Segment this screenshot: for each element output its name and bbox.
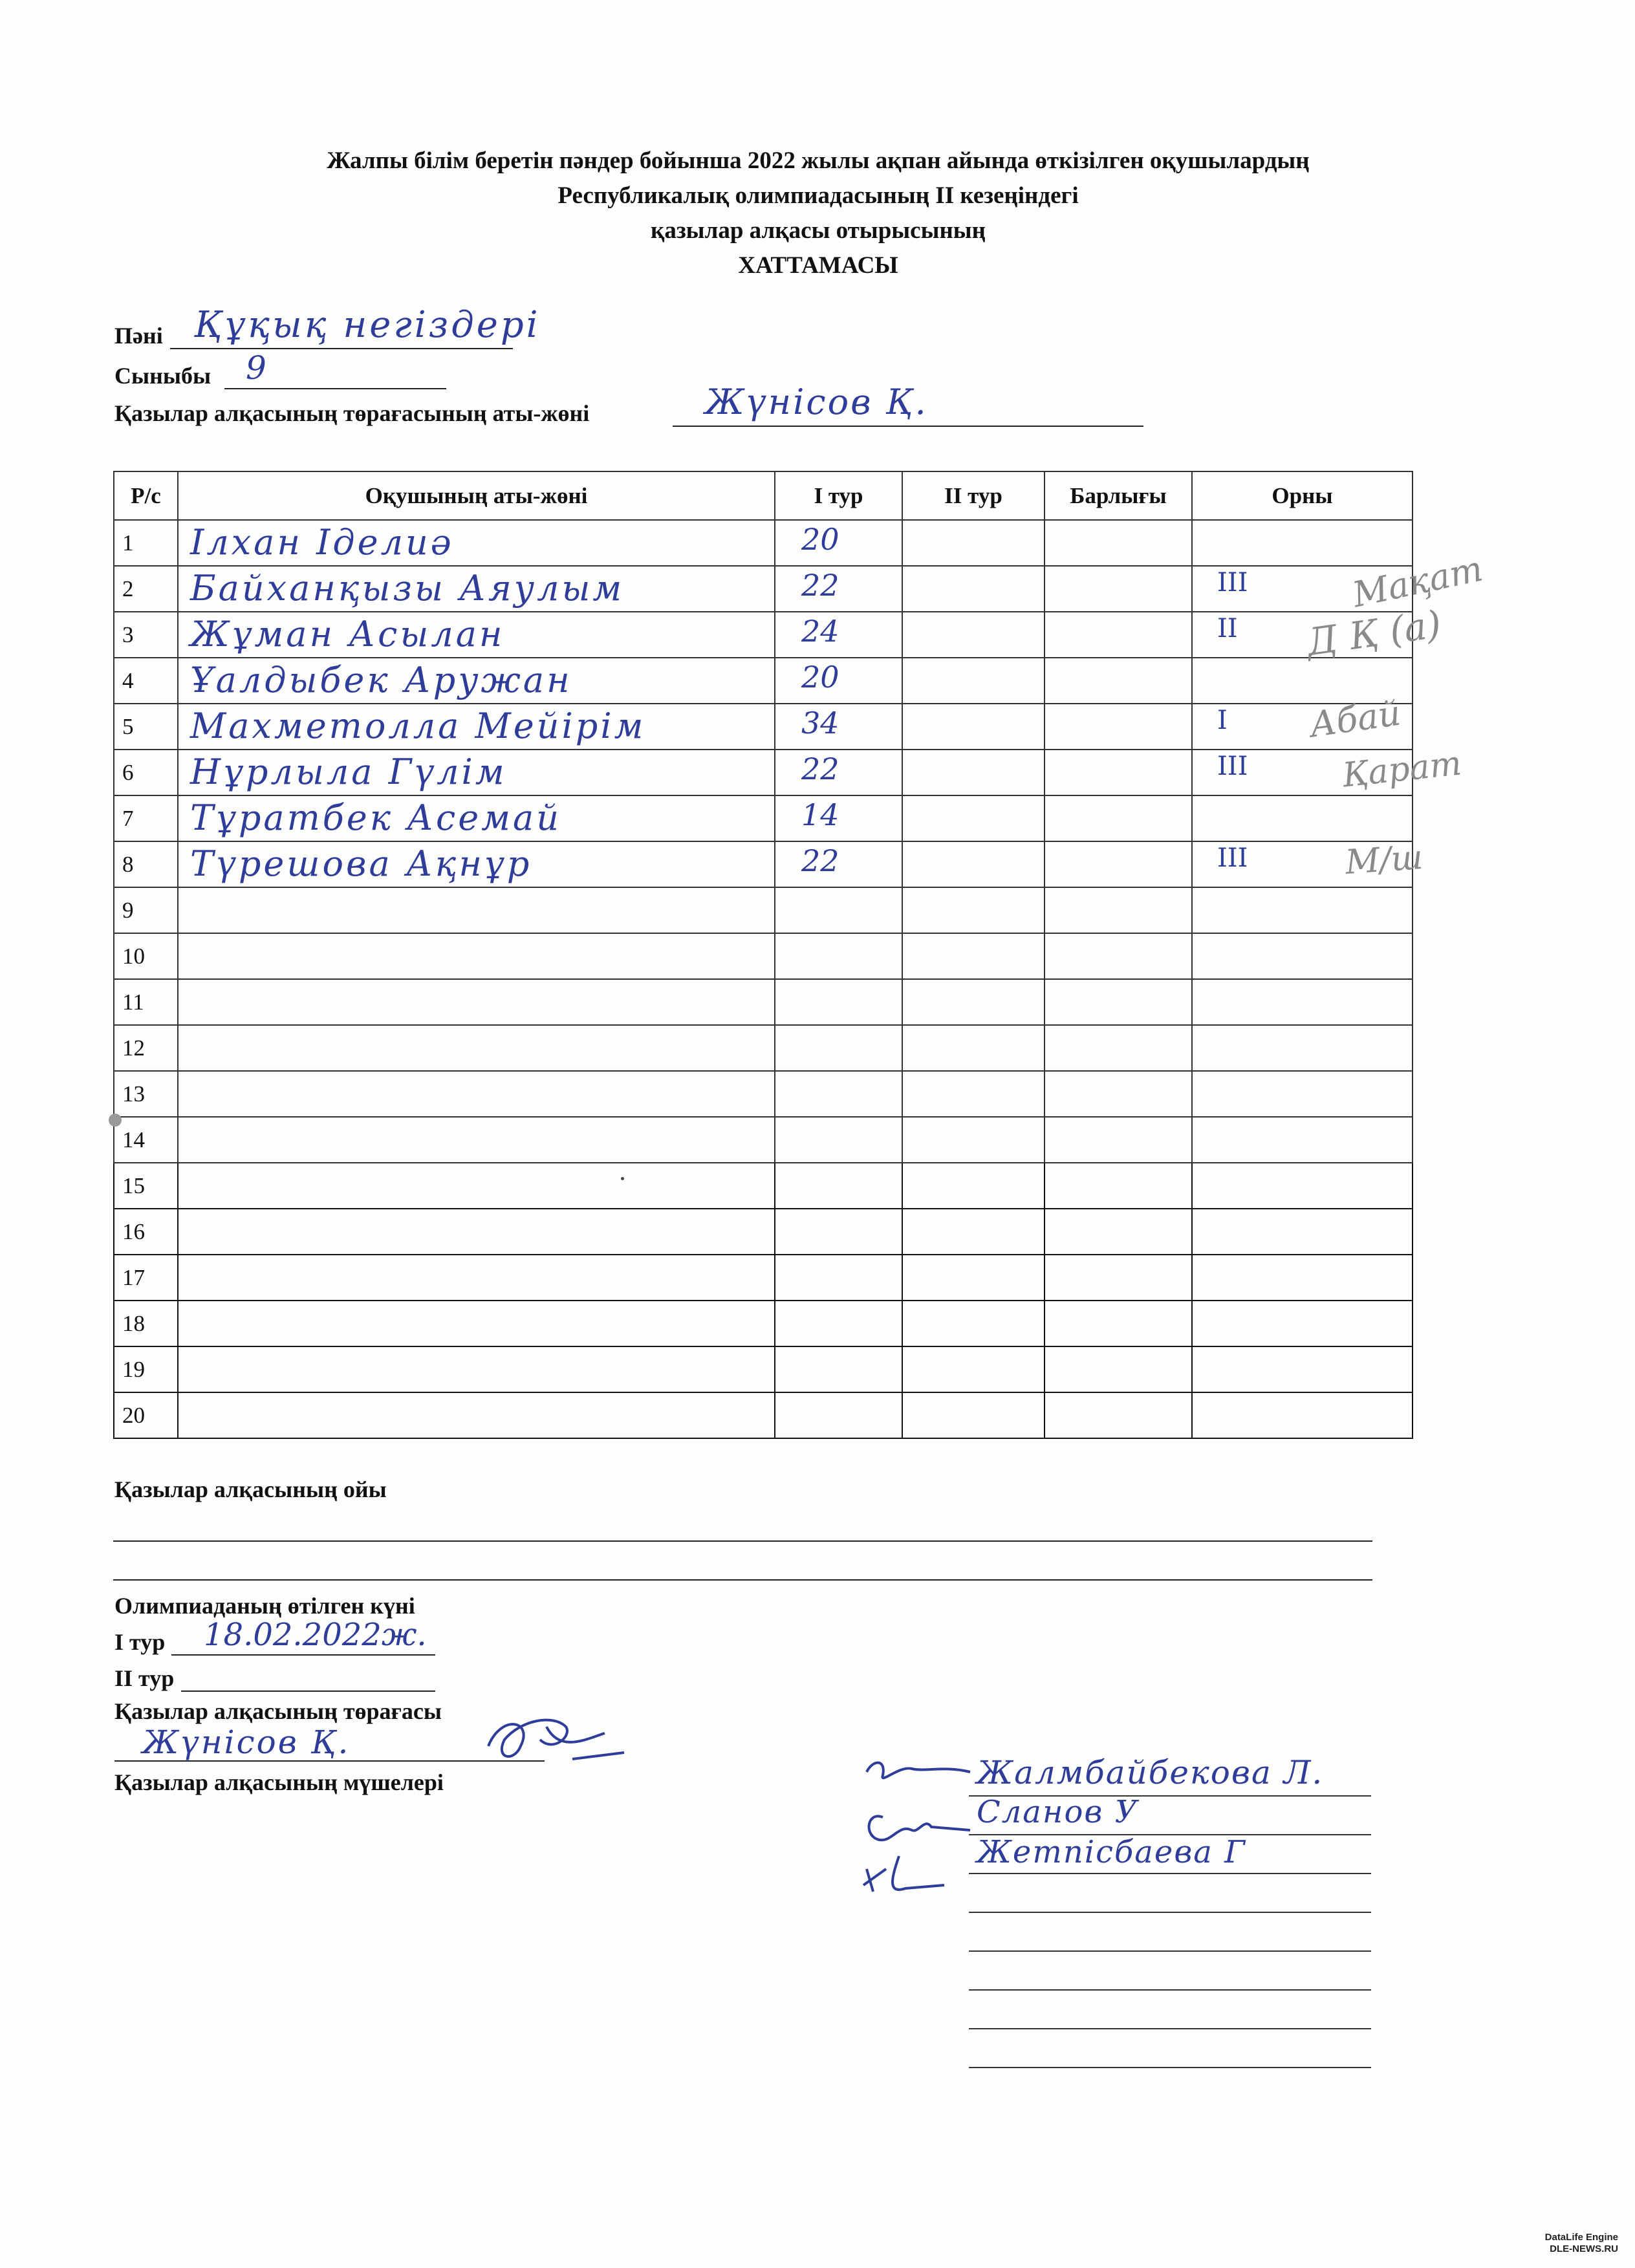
tour2-underline bbox=[181, 1690, 435, 1692]
row-number: 7 bbox=[114, 795, 178, 841]
total-score-cell bbox=[1045, 887, 1192, 933]
student-name-cell bbox=[178, 1117, 775, 1163]
total-score-cell bbox=[1045, 841, 1192, 887]
student-name-cell bbox=[178, 1346, 775, 1392]
table-row bbox=[114, 520, 1413, 566]
tour1-score-cell bbox=[775, 1209, 902, 1255]
table-row bbox=[114, 979, 1413, 1025]
tour1-score-cell bbox=[775, 887, 902, 933]
student-name-cell bbox=[178, 795, 775, 841]
tour1-score: 22 bbox=[801, 751, 839, 786]
member-line-7 bbox=[969, 2028, 1371, 2029]
student-name-cell bbox=[178, 933, 775, 979]
place-value-cell bbox=[1192, 795, 1413, 841]
chair-value: Жүнісов Қ. bbox=[705, 382, 928, 422]
tour1-score-cell bbox=[775, 1071, 902, 1117]
student-name-cell bbox=[178, 750, 775, 795]
student-name-cell bbox=[178, 1163, 775, 1209]
student-name: Тұратбек Асемай bbox=[190, 797, 561, 838]
table-row bbox=[114, 1301, 1413, 1346]
tour1-score-cell bbox=[775, 1025, 902, 1071]
tour2-score-cell bbox=[902, 1301, 1045, 1346]
student-name-cell bbox=[178, 612, 775, 658]
col-header-total: Барлығы bbox=[1045, 471, 1192, 520]
table-row bbox=[114, 1392, 1413, 1438]
student-name: Түрешова Ақнұр bbox=[190, 843, 532, 884]
table-row bbox=[114, 933, 1413, 979]
tour1-underline bbox=[171, 1654, 435, 1656]
row-number: 2 bbox=[114, 566, 178, 612]
total-score-cell bbox=[1045, 1209, 1192, 1255]
header-line-2: Республикалық олимпиадасының ІІ кезеңіндегі bbox=[558, 182, 1079, 209]
student-name-cell bbox=[178, 520, 775, 566]
row-number: 1 bbox=[114, 520, 178, 566]
place-value-cell bbox=[1192, 979, 1413, 1025]
tour2-score-cell bbox=[902, 887, 1045, 933]
tour1-score-cell bbox=[775, 795, 902, 841]
place-value: ІІІ bbox=[1217, 751, 1248, 781]
tour2-score-cell bbox=[902, 1071, 1045, 1117]
student-name: Ілхан Іделиә bbox=[190, 522, 454, 563]
row-number: 9 bbox=[114, 887, 178, 933]
place-value-cell bbox=[1192, 1209, 1413, 1255]
row-number: 15 bbox=[114, 1163, 178, 1209]
col-header-place: Орны bbox=[1192, 471, 1413, 520]
table-row bbox=[114, 612, 1413, 658]
table-row bbox=[114, 1209, 1413, 1255]
scan-speck bbox=[109, 1114, 122, 1127]
student-name-cell bbox=[178, 1301, 775, 1346]
tour1-score: 14 bbox=[801, 797, 839, 832]
subject-label: Пәні bbox=[114, 323, 163, 349]
place-value-cell bbox=[1192, 1255, 1413, 1301]
margin-note-2: Д Қ (а) bbox=[1304, 601, 1444, 665]
tour1-score: 22 bbox=[801, 568, 839, 603]
subject-underline bbox=[170, 348, 513, 349]
tour1-score-cell bbox=[775, 1301, 902, 1346]
header-line-4: ХАТТАМАСЫ bbox=[738, 252, 898, 279]
total-score-cell bbox=[1045, 612, 1192, 658]
row-number: 3 bbox=[114, 612, 178, 658]
tour1-score-cell bbox=[775, 841, 902, 887]
student-name-cell bbox=[178, 979, 775, 1025]
tour2-score-cell bbox=[902, 704, 1045, 750]
student-name: Жұман Асылан bbox=[190, 614, 505, 654]
total-score-cell bbox=[1045, 1301, 1192, 1346]
tour1-score-cell bbox=[775, 1392, 902, 1438]
row-number: 11 bbox=[114, 979, 178, 1025]
total-score-cell bbox=[1045, 520, 1192, 566]
chair-underline bbox=[673, 426, 1143, 427]
tour2-score-cell bbox=[902, 979, 1045, 1025]
student-name-cell bbox=[178, 566, 775, 612]
student-name-cell bbox=[178, 658, 775, 704]
student-name-cell bbox=[178, 841, 775, 887]
row-number: 4 bbox=[114, 658, 178, 704]
tour1-score-cell bbox=[775, 1255, 902, 1301]
tour2-score-cell bbox=[902, 750, 1045, 795]
header-line-3: қазылар алқасы отырысының bbox=[651, 217, 986, 244]
row-number: 13 bbox=[114, 1071, 178, 1117]
member-name-1: Жалмбайбекова Л. bbox=[977, 1754, 1324, 1791]
row-number: 16 bbox=[114, 1209, 178, 1255]
place-value-cell bbox=[1192, 1346, 1413, 1392]
tour1-score-cell bbox=[775, 658, 902, 704]
place-value: ІІІ bbox=[1217, 568, 1248, 598]
margin-note-4: Қарат bbox=[1340, 744, 1464, 795]
total-score-cell bbox=[1045, 933, 1192, 979]
tour1-score: 34 bbox=[801, 706, 839, 740]
margin-note-3: Абай bbox=[1307, 692, 1403, 746]
student-name-cell bbox=[178, 1255, 775, 1301]
student-name: Ұалдыбек Аружан bbox=[190, 660, 572, 700]
chair-signature-name: Жүнісов Қ. bbox=[142, 1723, 351, 1761]
student-name-cell bbox=[178, 1209, 775, 1255]
total-score-cell bbox=[1045, 750, 1192, 795]
row-number: 8 bbox=[114, 841, 178, 887]
total-score-cell bbox=[1045, 566, 1192, 612]
member-name-2: Сланов У bbox=[977, 1794, 1139, 1830]
row-number: 20 bbox=[114, 1392, 178, 1438]
tour1-score-cell bbox=[775, 1117, 902, 1163]
table-row bbox=[114, 1163, 1413, 1209]
tour2-score-cell bbox=[902, 933, 1045, 979]
chair-signature-label: Қазылар алқасының төрағасы bbox=[114, 1698, 442, 1724]
col-header-name: Оқушының аты-жөні bbox=[178, 471, 775, 520]
table-row bbox=[114, 1025, 1413, 1071]
tour1-score: 20 bbox=[801, 522, 839, 557]
total-score-cell bbox=[1045, 1392, 1192, 1438]
grade-label: Сыныбы bbox=[114, 363, 211, 389]
tour1-label: І тур bbox=[114, 1629, 166, 1655]
margin-note-1: Мақат bbox=[1348, 548, 1486, 616]
tour2-score-cell bbox=[902, 1392, 1045, 1438]
table-row bbox=[114, 887, 1413, 933]
row-number: 6 bbox=[114, 750, 178, 795]
row-number: 5 bbox=[114, 704, 178, 750]
place-value-cell bbox=[1192, 1117, 1413, 1163]
tour2-score-cell bbox=[902, 1209, 1045, 1255]
place-value-cell bbox=[1192, 1301, 1413, 1346]
tour2-label: ІІ тур bbox=[114, 1665, 175, 1691]
col-header-number: Р/с bbox=[114, 471, 178, 520]
tour2-score-cell bbox=[902, 1346, 1045, 1392]
table-row bbox=[114, 1346, 1413, 1392]
total-score-cell bbox=[1045, 1163, 1192, 1209]
row-number: 12 bbox=[114, 1025, 178, 1071]
total-score-cell bbox=[1045, 979, 1192, 1025]
watermark-line-2: DLE-NEWS.RU bbox=[1550, 2243, 1618, 2254]
table-row bbox=[114, 1117, 1413, 1163]
subject-value: Құқық негіздері bbox=[194, 304, 541, 346]
results-table bbox=[113, 471, 1413, 1439]
tour1-score-cell bbox=[775, 566, 902, 612]
tour2-score-cell bbox=[902, 1163, 1045, 1209]
total-score-cell bbox=[1045, 1071, 1192, 1117]
place-value-cell bbox=[1192, 1392, 1413, 1438]
student-name-cell bbox=[178, 1392, 775, 1438]
student-name-cell bbox=[178, 704, 775, 750]
row-number: 17 bbox=[114, 1255, 178, 1301]
member-line-3 bbox=[969, 1873, 1371, 1874]
place-value-cell bbox=[1192, 887, 1413, 933]
table-row bbox=[114, 658, 1413, 704]
place-value-cell bbox=[1192, 1071, 1413, 1117]
table-row bbox=[114, 795, 1413, 841]
tour2-score-cell bbox=[902, 566, 1045, 612]
member-line-5 bbox=[969, 1950, 1371, 1952]
header-line-1: Жалпы білім беретін пәндер бойынша 2022 жылы ақпан айында өткізілген оқушылардың bbox=[327, 147, 1310, 174]
table-row bbox=[114, 750, 1413, 795]
grade-value: 9 bbox=[246, 349, 266, 387]
tour2-score-cell bbox=[902, 520, 1045, 566]
document-header bbox=[97, 144, 1539, 283]
place-value: І bbox=[1217, 706, 1228, 735]
tour1-score-cell bbox=[775, 750, 902, 795]
tour1-score-cell bbox=[775, 1346, 902, 1392]
tour2-score-cell bbox=[902, 1255, 1045, 1301]
place-value-cell bbox=[1192, 933, 1413, 979]
tour1-score-cell bbox=[775, 979, 902, 1025]
member-name-3: Жетпісбаева Г bbox=[977, 1834, 1246, 1870]
tour2-score-cell bbox=[902, 658, 1045, 704]
total-score-cell bbox=[1045, 1346, 1192, 1392]
tour2-score-cell bbox=[902, 841, 1045, 887]
table-header-row bbox=[114, 471, 1413, 520]
tour1-score: 22 bbox=[801, 843, 839, 878]
student-name-cell bbox=[178, 1071, 775, 1117]
student-name-cell bbox=[178, 887, 775, 933]
tour1-score: 20 bbox=[801, 660, 839, 695]
tour1-score-cell bbox=[775, 1163, 902, 1209]
student-name: Байханқызы Аяулым bbox=[190, 568, 625, 609]
tour2-score-cell bbox=[902, 1025, 1045, 1071]
chair-label: Қазылар алқасының төрағасының аты-жөні bbox=[114, 400, 590, 426]
total-score-cell bbox=[1045, 1025, 1192, 1071]
tour2-score-cell bbox=[902, 612, 1045, 658]
date-label: Олимпиаданың өтілген күні bbox=[114, 1593, 415, 1619]
table-row bbox=[114, 1255, 1413, 1301]
place-value: ІІ bbox=[1217, 614, 1238, 643]
member-line-4 bbox=[969, 1912, 1371, 1913]
student-name-cell bbox=[178, 1025, 775, 1071]
total-score-cell bbox=[1045, 795, 1192, 841]
place-value-cell bbox=[1192, 1163, 1413, 1209]
table-row bbox=[114, 841, 1413, 887]
scan-speck bbox=[621, 1177, 624, 1180]
place-value-cell bbox=[1192, 1025, 1413, 1071]
member-signatures bbox=[847, 1746, 983, 1901]
table-row bbox=[114, 704, 1413, 750]
row-number: 18 bbox=[114, 1301, 178, 1346]
opinion-label: Қазылар алқасының ойы bbox=[114, 1476, 387, 1502]
tour2-score-cell bbox=[902, 1117, 1045, 1163]
tour1-score: 24 bbox=[801, 614, 839, 649]
tour1-date: 18.02.2022ж. bbox=[204, 1617, 427, 1653]
tour1-score-cell bbox=[775, 933, 902, 979]
place-value: ІІІ bbox=[1217, 843, 1248, 873]
tour1-score-cell bbox=[775, 704, 902, 750]
col-header-tour1: І тур bbox=[775, 471, 902, 520]
student-name: Махметолла Мейірім bbox=[190, 706, 646, 746]
total-score-cell bbox=[1045, 1255, 1192, 1301]
chair-signature-mark bbox=[475, 1701, 631, 1785]
col-header-tour2: ІІ тур bbox=[902, 471, 1045, 520]
opinion-line-1 bbox=[113, 1540, 1372, 1542]
opinion-line-2 bbox=[113, 1579, 1372, 1581]
student-name: Нұрлыла Гүлім bbox=[190, 751, 507, 792]
tour1-score-cell bbox=[775, 612, 902, 658]
tour2-score-cell bbox=[902, 795, 1045, 841]
table-row bbox=[114, 1071, 1413, 1117]
row-number: 14 bbox=[114, 1117, 178, 1163]
tour1-score-cell bbox=[775, 520, 902, 566]
place-value-cell bbox=[1192, 520, 1413, 566]
row-number: 10 bbox=[114, 933, 178, 979]
row-number: 19 bbox=[114, 1346, 178, 1392]
watermark-line-1: DataLife Engine bbox=[1544, 2232, 1618, 2243]
table-row bbox=[114, 566, 1413, 612]
margin-note-5: М/ш bbox=[1344, 837, 1424, 883]
watermark bbox=[1545, 2232, 1618, 2255]
total-score-cell bbox=[1045, 1117, 1192, 1163]
member-line-6 bbox=[969, 1989, 1371, 1991]
member-line-8 bbox=[969, 2067, 1371, 2068]
grade-underline bbox=[224, 388, 446, 389]
members-label: Қазылар алқасының мүшелері bbox=[114, 1769, 444, 1795]
total-score-cell bbox=[1045, 658, 1192, 704]
total-score-cell bbox=[1045, 704, 1192, 750]
